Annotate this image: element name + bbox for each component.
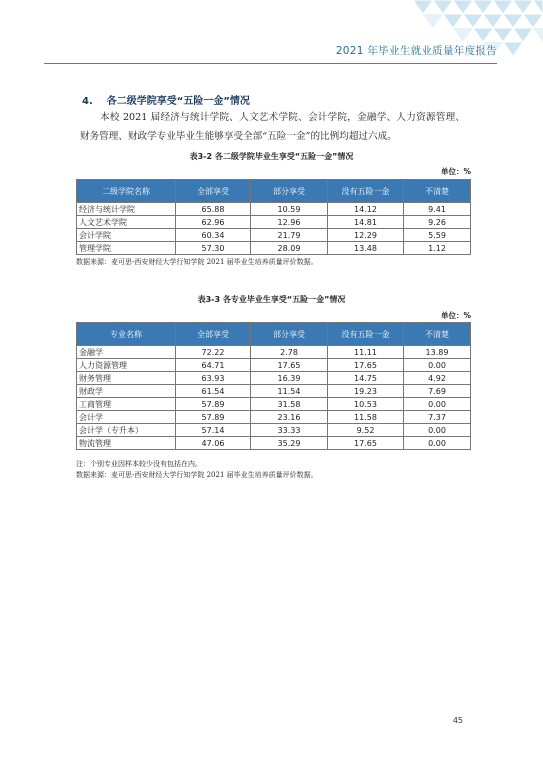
table-row — [77, 411, 471, 424]
header-divider — [44, 63, 497, 64]
table1-unit: 单位：% — [440, 167, 471, 176]
table-cell: 0.00 — [404, 424, 471, 437]
table-cell: 物流管理 — [77, 437, 176, 450]
table-cell: 0.00 — [404, 359, 471, 372]
table-cell: 61.54 — [176, 385, 251, 398]
table2-footnote: 注：个别专业因样本较少没有包括在内。 — [76, 460, 202, 468]
table-major-benefits — [76, 322, 471, 450]
column-header: 二级学院名称 — [77, 180, 176, 203]
column-header: 全部享受 — [176, 323, 251, 346]
table-cell: 57.30 — [176, 242, 251, 255]
table2-source: 数据来源：麦可思-西安财经大学行知学院 2021 届毕业生培养质量评价数据。 — [76, 471, 318, 479]
table-cell: 14.75 — [328, 372, 404, 385]
table-row — [77, 385, 471, 398]
table-cell: 11.54 — [251, 385, 328, 398]
table-cell: 17.65 — [328, 359, 404, 372]
table-cell: 35.29 — [251, 437, 328, 450]
table-cell: 人力资源管理 — [77, 359, 176, 372]
table-cell: 13.89 — [404, 346, 471, 359]
column-header: 部分享受 — [251, 323, 328, 346]
table-cell: 62.96 — [176, 216, 251, 229]
table-row — [77, 229, 471, 242]
table-cell: 19.23 — [328, 385, 404, 398]
table-cell: 14.12 — [328, 203, 404, 216]
table-cell: 64.71 — [176, 359, 251, 372]
table-cell: 23.16 — [251, 411, 328, 424]
table-cell: 0.00 — [404, 437, 471, 450]
table-row — [77, 372, 471, 385]
table-cell: 10.59 — [251, 203, 328, 216]
table-row — [77, 216, 471, 229]
table1-caption: 表3-2 各二级学院毕业生享受“五险一金”情况 — [189, 152, 354, 161]
table-cell: 7.37 — [404, 411, 471, 424]
table-cell: 经济与统计学院 — [77, 203, 176, 216]
table-cell: 工商管理 — [77, 398, 176, 411]
table-cell: 管理学院 — [77, 242, 176, 255]
table-row — [77, 346, 471, 359]
table-row — [77, 437, 471, 450]
table-cell: 1.12 — [404, 242, 471, 255]
table-header-row — [77, 180, 471, 203]
table-cell: 9.26 — [404, 216, 471, 229]
table-cell: 会计学（专升本） — [77, 424, 176, 437]
column-header: 不清楚 — [404, 180, 471, 203]
column-header: 没有五险一金 — [328, 180, 404, 203]
column-header: 专业名称 — [77, 323, 176, 346]
section-heading-text: 各二级学院享受“五险一金”情况 — [106, 96, 250, 107]
table-cell: 17.65 — [251, 359, 328, 372]
table-cell: 57.89 — [176, 398, 251, 411]
table-cell: 63.93 — [176, 372, 251, 385]
column-header: 部分享受 — [251, 180, 328, 203]
table-cell: 12.29 — [328, 229, 404, 242]
table1-source: 数据来源：麦可思-西安财经大学行知学院 2021 届毕业生培养质量评价数据。 — [76, 258, 318, 266]
table-cell: 72.22 — [176, 346, 251, 359]
table-cell: 财政学 — [77, 385, 176, 398]
table-cell: 会计学院 — [77, 229, 176, 242]
section-paragraph: 本校 2021 届经济与统计学院、人文艺术学院、会计学院，金融学、人力资源管理、财务管理、财政学专业毕业生能够享受全部“五险一金”的比例均超过六成。 — [80, 112, 465, 142]
table2-caption: 表3-3 各专业毕业生享受“五险一金”情况 — [197, 295, 346, 304]
table2-unit: 单位：% — [440, 311, 471, 320]
table-cell: 11.11 — [328, 346, 404, 359]
table-row — [77, 203, 471, 216]
table-cell: 60.34 — [176, 229, 251, 242]
table-cell: 57.89 — [176, 411, 251, 424]
section-heading — [82, 92, 250, 107]
table-cell: 9.52 — [328, 424, 404, 437]
table-cell: 28.09 — [251, 242, 328, 255]
table-row — [77, 242, 471, 255]
table-cell: 10.53 — [328, 398, 404, 411]
table-row — [77, 424, 471, 437]
table-cell: 16.39 — [251, 372, 328, 385]
table-cell: 金融学 — [77, 346, 176, 359]
table-cell: 57.14 — [176, 424, 251, 437]
table-cell: 21.79 — [251, 229, 328, 242]
column-header: 没有五险一金 — [328, 323, 404, 346]
report-header-title: 2021 年毕业生就业质量年度报告 — [335, 45, 497, 57]
table-cell: 33.33 — [251, 424, 328, 437]
table-cell: 5.59 — [404, 229, 471, 242]
table-cell: 7.69 — [404, 385, 471, 398]
table-cell: 0.00 — [404, 398, 471, 411]
table-cell: 2.78 — [251, 346, 328, 359]
table-cell: 12.96 — [251, 216, 328, 229]
table-cell: 13.48 — [328, 242, 404, 255]
table-cell: 财务管理 — [77, 372, 176, 385]
table-cell: 会计学 — [77, 411, 176, 424]
table-row — [77, 398, 471, 411]
page-number: 45 — [452, 716, 463, 725]
section-number: 4. — [82, 96, 93, 107]
table-college-benefits — [76, 179, 471, 255]
table-cell: 31.58 — [251, 398, 328, 411]
table-cell: 17.65 — [328, 437, 404, 450]
table-cell: 14.81 — [328, 216, 404, 229]
table-cell: 65.88 — [176, 203, 251, 216]
table-header-row — [77, 323, 471, 346]
table-row — [77, 359, 471, 372]
table-cell: 11.58 — [328, 411, 404, 424]
table-cell: 9.41 — [404, 203, 471, 216]
table-cell: 47.06 — [176, 437, 251, 450]
table-cell: 人文艺术学院 — [77, 216, 176, 229]
table-cell: 4.92 — [404, 372, 471, 385]
column-header: 不清楚 — [404, 323, 471, 346]
column-header: 全部享受 — [176, 180, 251, 203]
